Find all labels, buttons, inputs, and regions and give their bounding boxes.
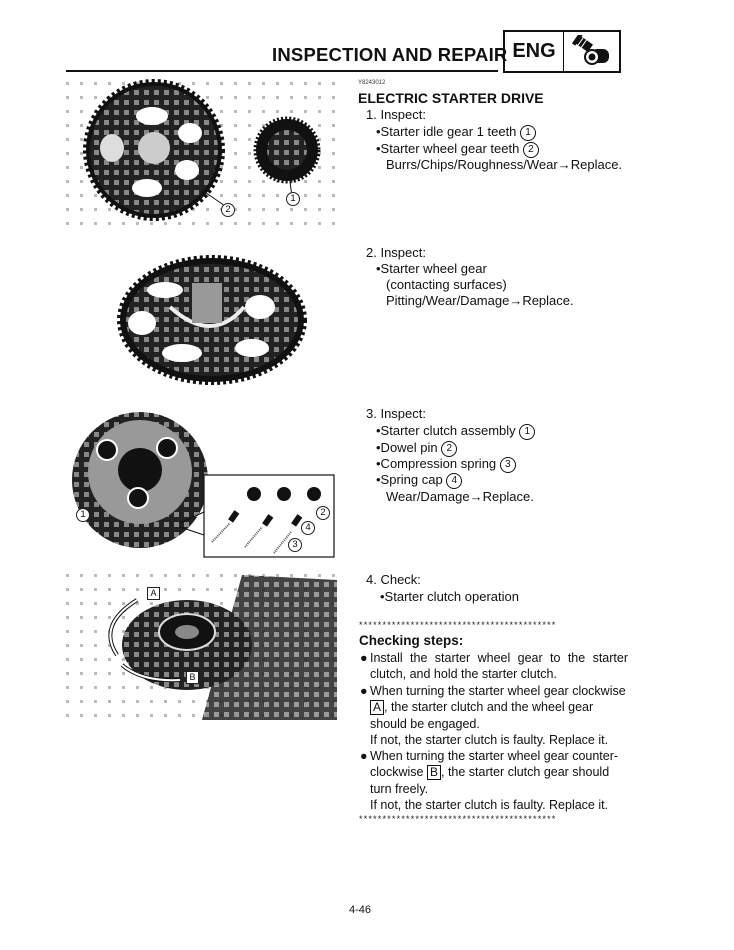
checking-step-3	[360, 748, 628, 813]
section-code: Y8243012	[358, 80, 386, 86]
checking-step-2-part-b: , the starter clutch and the wheel gear should be engaged.	[370, 700, 594, 731]
bullet-icon: ●	[360, 684, 368, 698]
eng-badge-label: ENG	[505, 32, 564, 71]
figure-starter-clutch-assembly	[62, 410, 337, 560]
step-3-item-3-text: •Compression spring	[376, 456, 497, 471]
ref-callout: 4	[446, 473, 462, 489]
step-3-item-4-text: •Spring cap	[376, 472, 443, 487]
checking-step-1-text: Install the starter wheel gear to the starter clutch, and hold the starter clutch.	[370, 651, 628, 682]
ref-callout: 3	[500, 457, 516, 473]
figure-starter-wheel-gear	[62, 245, 337, 395]
figure-starter-clutch-operation	[62, 570, 337, 720]
callout-3: 3	[288, 538, 302, 552]
callout-2: 2	[316, 506, 330, 520]
step-3-item-2	[376, 440, 457, 457]
bullet-icon: ●	[360, 749, 368, 763]
step-3-heading: 3. Inspect:	[366, 406, 426, 421]
step-3-item-1-text: •Starter clutch assembly	[376, 423, 516, 438]
callout-1: 1	[76, 508, 90, 522]
gears-illustration	[62, 78, 337, 228]
callout-4: 4	[301, 521, 315, 535]
step-3-item-1	[376, 423, 535, 440]
wheel-gear-illustration	[62, 245, 337, 395]
checking-step-1	[360, 650, 628, 683]
ref-callout: 2	[523, 142, 539, 158]
header-rule	[66, 70, 498, 72]
step-1-heading: 1. Inspect:	[366, 107, 426, 122]
checking-step-2-text	[370, 683, 628, 748]
step-1-result: Burrs/Chips/Roughness/Wear→Replace.	[386, 157, 623, 172]
step-3-item-2-text: •Dowel pin	[376, 440, 438, 455]
page-number: 4-46	[349, 904, 372, 916]
checking-step-2	[360, 683, 628, 748]
step-1-item-1	[376, 124, 536, 141]
step-3-item-4	[376, 472, 462, 489]
eng-badge	[503, 30, 621, 73]
step-3-result: Wear/Damage→Replace.	[386, 489, 534, 504]
ref-callout: 1	[519, 424, 535, 440]
figure-starter-gears	[62, 78, 337, 228]
checking-step-2-part-a: When turning the starter wheel gear clockwise	[370, 684, 626, 698]
step-3-item-3	[376, 456, 516, 473]
callout-2: 2	[221, 203, 235, 217]
label-b: B	[186, 671, 199, 684]
step-1-item-2	[376, 141, 539, 158]
label-box-a: A	[370, 700, 384, 715]
step-4-item-1: •Starter clutch operation	[380, 589, 519, 604]
bullet-icon: ●	[360, 651, 368, 665]
label-a: A	[147, 587, 160, 600]
ref-callout: 1	[520, 125, 536, 141]
step-2-heading: 2. Inspect:	[366, 245, 426, 260]
step-1-item-2-text: •Starter wheel gear teeth	[376, 141, 520, 156]
engine-icon	[564, 32, 619, 71]
section-title: ELECTRIC STARTER DRIVE	[358, 90, 544, 106]
separator-bottom: ******************************************	[359, 814, 557, 824]
step-1-item-1-text: •Starter idle gear 1 teeth	[376, 124, 517, 139]
label-box-b: B	[427, 765, 441, 780]
checking-step-3-part-b: , the starter clutch gear should turn freely.	[370, 765, 610, 796]
page-header-title: INSPECTION AND REPAIR	[272, 44, 508, 65]
step-2-item-2: (contacting surfaces)	[386, 277, 507, 292]
step-2-item-1: •Starter wheel gear	[376, 261, 487, 276]
checking-step-3-part-a: When turning the starter wheel gear counter-clockwise	[370, 749, 619, 780]
step-4-heading: 4. Check:	[366, 572, 421, 587]
callout-1: 1	[286, 192, 300, 206]
clutch-operation-illustration	[62, 570, 337, 720]
checking-step-2-note: If not, the starter clutch is faulty. Replace it.	[370, 732, 609, 747]
checking-steps-title: Checking steps:	[359, 633, 464, 648]
checking-step-3-text	[370, 748, 628, 813]
checking-step-3-note: If not, the starter clutch is faulty. Replace it.	[370, 797, 609, 812]
separator-top: ******************************************	[359, 620, 557, 630]
step-2-result: Pitting/Wear/Damage→Replace.	[386, 293, 574, 308]
ref-callout: 2	[441, 441, 457, 457]
